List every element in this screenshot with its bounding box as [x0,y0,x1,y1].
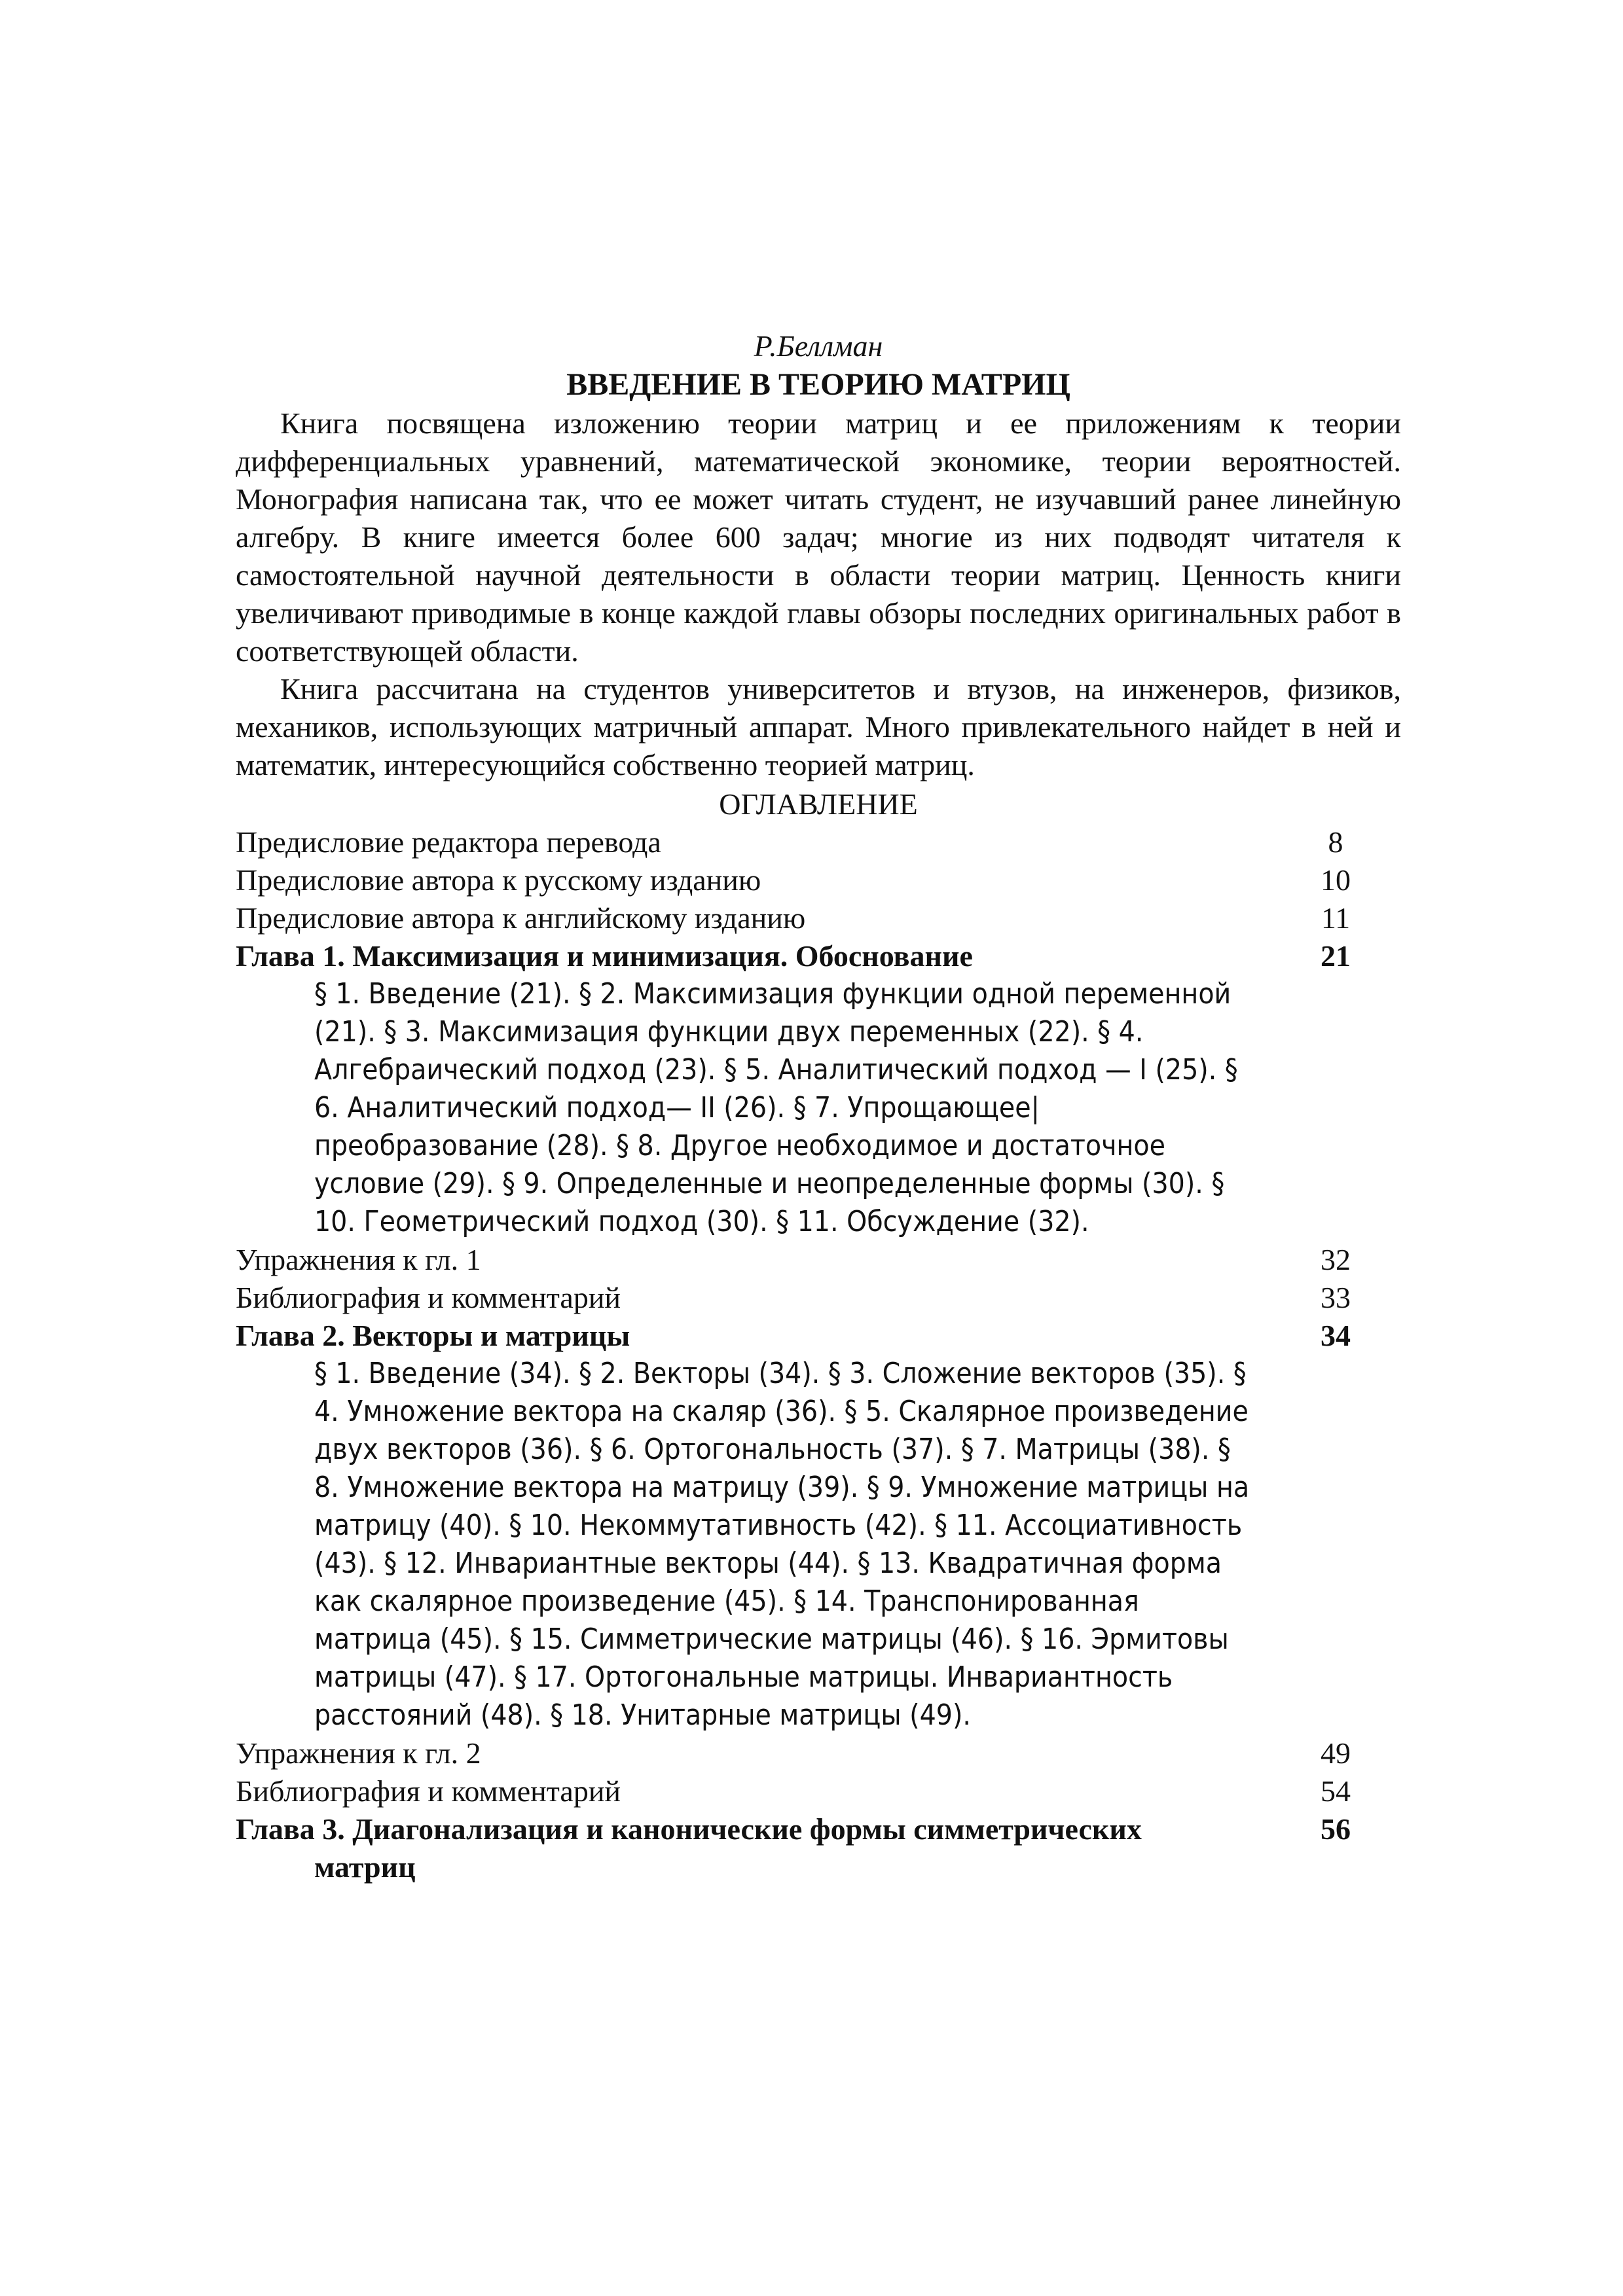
toc-chapter-2 [236,1317,1401,1355]
table-of-contents [236,823,1401,1886]
toc-entry-page: 8 [1328,825,1343,859]
document-page [236,327,1401,1886]
toc-entry-page: 54 [1321,1774,1351,1808]
chapter-1-page: 21 [1321,939,1351,973]
toc-entry-label: Упражнения к гл. 1 [236,1243,481,1276]
toc-entry-page: 10 [1321,863,1351,897]
toc-entry-label: Библиография и комментарий [236,1774,621,1808]
toc-entry-page: 11 [1321,901,1351,935]
toc-entry-label: Предисловие автора к русскому изданию [236,863,761,897]
toc-entry-page: 49 [1321,1736,1351,1770]
toc-entry-label: Библиография и комментарий [236,1281,621,1314]
chapter-1-exercises [236,1241,1401,1279]
chapter-3-title: Глава 3. Диагонализация и канонические формы симметрических матриц [236,1812,1142,1884]
chapter-1-sections: § 1. Введение (21). § 2. Максимизация функции одной переменной (21). § 3. Максимизация функции двух переменных (22). § 4. Алгебраический подход (23). § 5. Аналитический подход — I (25). § 6. Аналитический подход— II (26). § 7. Упрощающее|преобразование (28). § 8. Другое необходимое и достаточное условие (29). § 9. Определенные и неопределенные формы (30). § 10. Геометрический подход (30). § 11. Обсуждение (32). [314,977,1238,1238]
chapter-2-sections: § 1. Введение (34). § 2. Векторы (34). § 3. Сложение векторов (35). § 4. Умножение вектора на скаляр (36). § 5. Скалярное произведение двух векторов (36). § 6. Ортогональность (37). § 7. Матрицы (38). § 8. Умножение вектора на матрицу (39). § 9. Умножение матрицы на матрицу (40). § 10. Некоммутативность (42). § 11. Ассоциативность (43). § 12. Инвариантные векторы (44). § 13. Квадратичная форма как скалярное произведение (45). § 14. Транспонированная матрица (45). § 15. Симметрические матрицы (46). § 16. Эрмитовы матрицы (47). § 17. Ортогональные матрицы. Инвариантность расстояний (48). § 18. Унитарные матрицы (49). [314,1357,1250,1732]
toc-entry-page: 32 [1321,1243,1351,1276]
toc-entry [236,823,1401,861]
toc-entry [236,861,1401,899]
toc-heading: ОГЛАВЛЕНИЕ [719,787,918,821]
chapter-2-page: 34 [1321,1319,1351,1352]
chapter-1-title: Глава 1. Максимизация и минимизация. Обоснование [236,939,973,973]
author-name: Р.Беллман [754,329,883,363]
abstract-paragraph-2: Книга рассчитана на студентов университетов и втузов, на инженеров, физиков, механиков, использующих матричный аппарат. Много привлекательного найдет в ней и математик, интересующийся собственно теорией матриц. [236,672,1401,781]
chapter-1-bibliography [236,1279,1401,1317]
toc-entry-page: 33 [1321,1281,1351,1314]
toc-chapter-3 [236,1810,1401,1886]
book-title: ВВЕДЕНИЕ В ТЕОРИЮ МАТРИЦ [566,367,1070,402]
chapter-2-exercises [236,1734,1401,1772]
toc-chapter-1 [236,937,1401,975]
toc-entry-label: Предисловие редактора перевода [236,825,661,859]
chapter-3-page: 56 [1321,1812,1351,1846]
toc-entry-label: Предисловие автора к английскому изданию [236,901,806,935]
abstract-paragraph-1: Книга посвящена изложению теории матриц и ее приложениям к теории дифференциальных уравнений, математической экономике, теории вероятностей. Монография написана так, что ее может читать студент, не изучавший ранее линейную алгебру. В книге имеется более 600 задач; многие из них подводят читателя к самостоятельной научной деятельности в области теории матриц. Ценность книги увеличивают приводимые в конце каждой главы обзоры последних оригинальных работ в соответствующей области. [236,406,1401,668]
chapter-2-bibliography [236,1772,1401,1810]
toc-entry [236,899,1401,937]
chapter-2-title: Глава 2. Векторы и матрицы [236,1319,630,1352]
book-abstract [236,404,1401,784]
toc-entry-label: Упражнения к гл. 2 [236,1736,481,1770]
